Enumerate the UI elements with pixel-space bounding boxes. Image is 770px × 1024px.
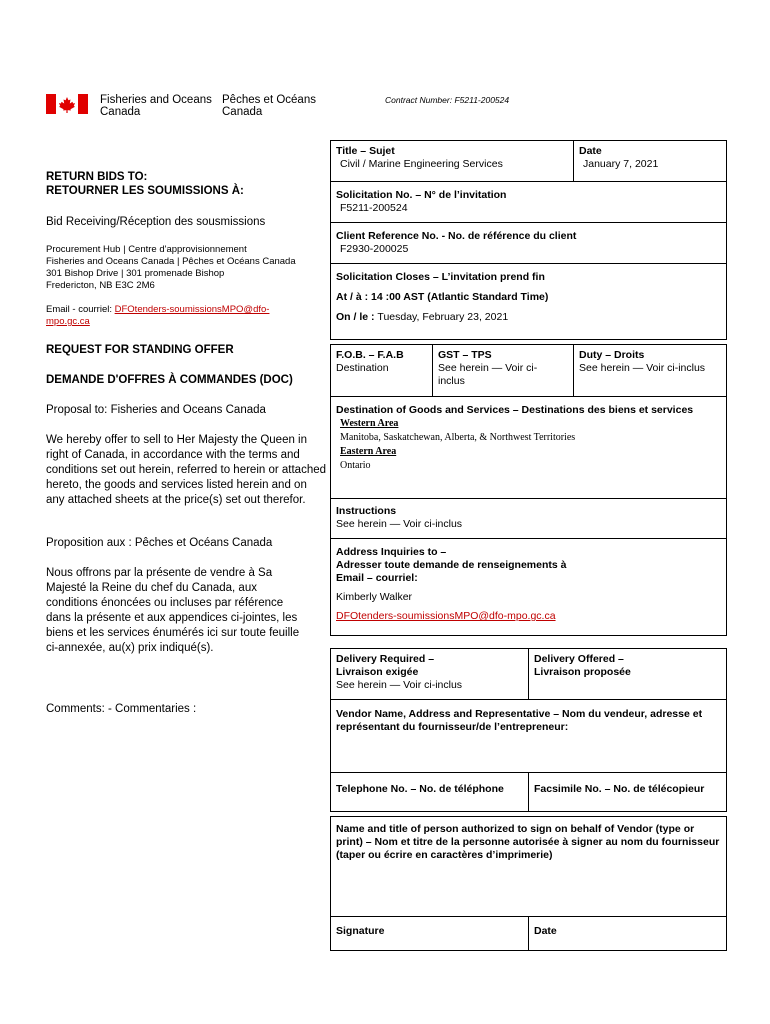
return-bids-heading: [46, 170, 326, 198]
sign-date-box[interactable]: [528, 916, 727, 951]
closing-time: At / à : 14 :00 AST (Atlantic Standard Time): [336, 291, 549, 303]
procurement-address: [46, 244, 326, 292]
instructions-box: [330, 498, 727, 538]
offer-text-fr: Nous offrons par la présente de vendre à Sa Majesté la Reine du chef du Canada, aux conditions énoncées ou incluses par référence dans la présente et aux appendices ci-jointes, les biens et les services énumérés ici sur toute feuille ci-annexée, au(x) prix indiqué(s).: [46, 567, 300, 654]
title-box: [330, 140, 574, 182]
telephone-label: Telephone No. – No. de téléphone: [336, 783, 504, 795]
address-inquiries-label-3: Email – courriel:: [336, 572, 418, 584]
proposal-en: Proposal to: Fisheries and Oceans Canada: [46, 404, 266, 416]
eastern-area-value: Ontario: [340, 460, 371, 471]
duty-box: [573, 344, 727, 397]
agency-name-en: Fisheries and Oceans Canada: [100, 94, 212, 118]
address-inquiries-label-2: Adresser toute demande de renseignements à: [336, 559, 567, 571]
canada-flag-logo: [46, 94, 88, 114]
facsimile-label: Facsimile No. – No. de télécopieur: [534, 783, 705, 795]
request-heading-fr: DEMANDE D'OFFRES À COMMANDES (DOC): [46, 374, 293, 386]
address-inquiries-box: [330, 538, 727, 636]
solicitation-box: [330, 181, 727, 222]
date-value: January 7, 2021: [583, 158, 659, 170]
contact-email-link[interactable]: DFOtenders-soumissionsMPO@dfo-mpo.gc.ca: [336, 610, 556, 622]
sign-date-label: Date: [534, 925, 557, 937]
bid-receiving: Bid Receiving/Réception des sousmissions: [46, 216, 266, 228]
fob-box: [330, 344, 433, 397]
instructions-value: See herein — Voir ci-inclus: [336, 518, 463, 530]
address-line-1: Procurement Hub | Centre d'approvisionnement: [46, 244, 247, 255]
address-inquiries-label-1: Address Inquiries to –: [336, 546, 447, 558]
closing-box: [330, 263, 727, 340]
fob-value: Destination: [336, 362, 389, 374]
email-label: Email - courriel:: [46, 304, 115, 315]
facsimile-box[interactable]: [528, 772, 727, 812]
address-line-2: Fisheries and Oceans Canada | Pêches et Océans Canada: [46, 256, 296, 267]
destination-box: [330, 396, 727, 498]
delivery-required-value: See herein — Voir ci-inclus: [336, 679, 463, 691]
address-line-3: 301 Bishop Drive | 301 promenade Bishop: [46, 268, 225, 279]
date-box: [573, 140, 727, 182]
contract-number-value: F5211-200524: [454, 95, 510, 105]
fob-label: F.O.B. – F.A.B: [336, 349, 404, 361]
vendor-box[interactable]: [330, 699, 727, 772]
gst-value: See herein — Voir ci-inclus: [438, 362, 538, 387]
return-bids-fr: RETOURNER LES SOUMISSIONS À:: [46, 185, 244, 197]
instructions-label: Instructions: [336, 505, 397, 517]
signature-label: Signature: [336, 925, 385, 937]
client-reference-value: F2930-200025: [340, 243, 409, 255]
delivery-offered-label: Delivery Offered – Livraison proposée: [534, 653, 631, 678]
solicitation-value: F5211-200524: [340, 202, 408, 214]
western-area-heading: Western Area: [340, 418, 399, 429]
destination-label: Destination of Goods and Services – Destinations des biens et services: [336, 404, 694, 416]
client-reference-box: [330, 222, 727, 263]
signature-box[interactable]: [330, 916, 529, 951]
contract-number: [385, 95, 509, 105]
address-line-4: Fredericton, NB E3C 2M6: [46, 280, 155, 291]
offer-text-en: We hereby offer to sell to Her Majesty the Queen in right of Canada, in accordance with the terms and conditions set out herein, referred to herein or attached hereto, the goods and services listed herein and on any attached sheets at the price(s) set out therefor.: [46, 434, 327, 506]
delivery-required-box: [330, 648, 529, 700]
closing-on-label: On / le :: [336, 311, 378, 323]
email-line: [46, 304, 296, 328]
closing-label: Solicitation Closes – L’invitation prend fin: [336, 271, 545, 283]
authorized-person-label: Name and title of person authorized to sign on behalf of Vendor (type or print) – Nom et titre de la personne autorisée à signer au nom du fournisseur (taper ou écrire en caractères d’imprimerie): [336, 823, 720, 861]
email-link[interactable]: DFOtenders-soumissionsMPO@dfo-mpo.gc.ca: [46, 304, 270, 327]
title-value: Civil / Marine Engineering Services: [340, 158, 503, 170]
delivery-offered-box: [528, 648, 727, 700]
agency-name-fr: Pêches et Océans Canada: [222, 94, 316, 118]
duty-label: Duty – Droits: [579, 349, 645, 361]
gst-box: [432, 344, 574, 397]
eastern-area-heading: Eastern Area: [340, 446, 397, 457]
delivery-required-label: Delivery Required – Livraison exigée: [336, 653, 435, 678]
date-label: Date: [579, 145, 602, 157]
comments-label: Comments: - Commentaries :: [46, 703, 197, 715]
duty-value: See herein — Voir ci-inclus: [579, 362, 706, 374]
vendor-label: Vendor Name, Address and Representative – Nom du vendeur, adresse et représentant du fournisseur/de l’entrepreneur:: [336, 708, 703, 733]
return-bids-en: RETURN BIDS TO:: [46, 171, 148, 183]
title-label: Title – Sujet: [336, 145, 395, 157]
solicitation-label: Solicitation No. – N° de l’invitation: [336, 189, 507, 201]
contract-number-label: Contract Number:: [385, 95, 455, 105]
telephone-box[interactable]: [330, 772, 529, 812]
closing-date: Tuesday, February 23, 2021: [377, 311, 509, 323]
proposal-fr: Proposition aux : Pêches et Océans Canada: [46, 537, 273, 549]
gst-label: GST – TPS: [438, 349, 492, 361]
request-heading-en: REQUEST FOR STANDING OFFER: [46, 344, 234, 356]
client-reference-label: Client Reference No. - No. de référence du client: [336, 230, 577, 242]
contact-name: Kimberly Walker: [336, 591, 413, 603]
authorized-person-box[interactable]: [330, 816, 727, 917]
western-area-value: Manitoba, Saskatchewan, Alberta, & Northwest Territories: [340, 432, 576, 443]
